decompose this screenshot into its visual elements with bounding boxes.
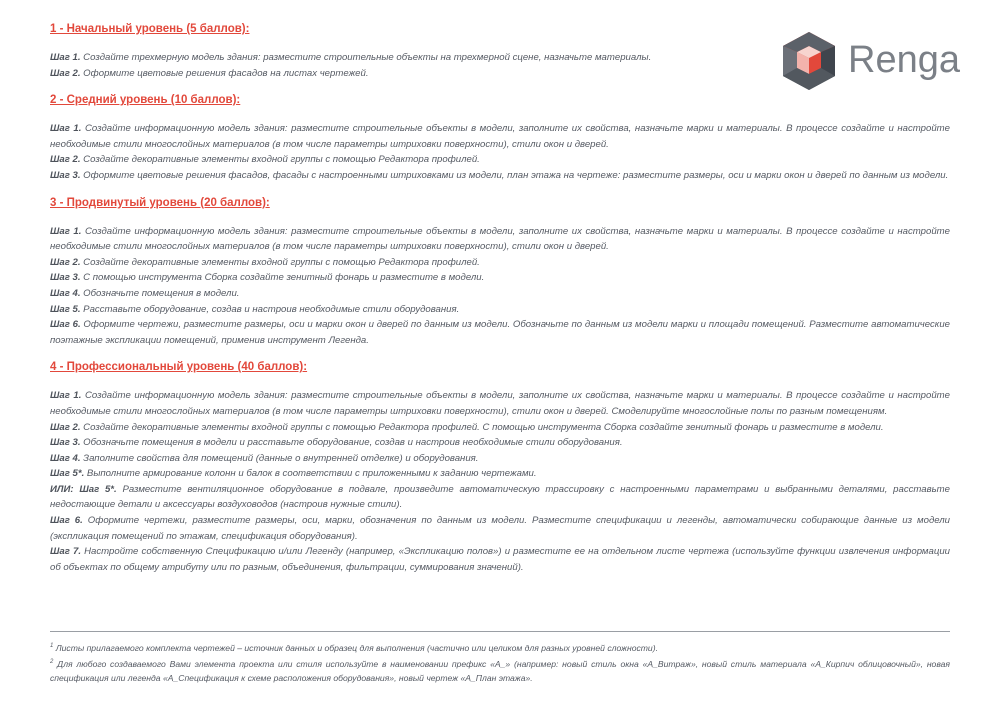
step-item: Шаг 3. Обозначьте помещения в модели и расставьте оборудование, создав и настроив необходимые стили оборудования. <box>50 437 623 449</box>
step-item: Шаг 7. Настройте собственную Спецификацию и/или Легенду (например, «Экспликацию полов») и разместите ее на отдельном листе чертежа (используйте функции извлечения информации об объектах по общему атрибуту или по разным, объединения, фильтрации, суммирования значений). <box>50 546 951 573</box>
step-item: ИЛИ: Шаг 5*. Разместите вентиляционное оборудование в подвале, произведите автоматическую трассировку с настроенными параметрами и выбранными деталями, расставьте недостающие детали и аксессуары воздуховодов (настроив нужные стили). <box>50 483 951 511</box>
footnote-divider <box>50 631 950 632</box>
step-item: Шаг 1. Создайте информационную модель здания: разместите строительные объекты в модели, заполните их свойства, назначьте марки и материалы. В процессе создайте и настройте необходимые стили многослойных материалов (в том числе параметры штриховки поверхности), стили окон и дверей. <box>50 225 950 253</box>
footnote-item: $^2$ Для любого создаваемого Вами элемента проекта или стиля используйте в наименовании префикс «А_» (например: новый стиль окна «А_Витраж», новый стиль материала «А_Кирпич облицовочный», новая спецификация или легенда «А_Спецификация к схеме расположения оборудования», новый чертеж «А_План этажа». <box>50 658 950 683</box>
step-item: Шаг 4. Обозначьте помещения в модели. <box>50 287 240 299</box>
step-item: Шаг 1. Создайте трехмерную модель здания: разместите строительные объекты на трехмерной сцене, назначьте материалы. <box>50 52 652 63</box>
step-item: Шаг 2. Создайте декоративные элементы входной группы с помощью Редактора профилей. С помощью инструмента Сборка создайте зенитный фонарь и разместите в модели. <box>50 421 884 433</box>
section-title: 1 - Начальный уровень (5 баллов): <box>50 23 250 35</box>
footnotes <box>50 639 950 685</box>
step-item: Шаг 6. Оформите чертежи, разместите размеры, оси, марки, обозначения по данным из модели. Разместите спецификации и легенды, автоматически собирающие данные из модели (экспликация помещений по этажам, спецификация оборудования). <box>50 515 951 542</box>
footnote-item: $^1$ Листы прилагаемого комплекта чертежей – источник данных и образец для выполнения (частично или целиком для разных уровней сложности). <box>50 642 658 653</box>
section-title: 2 - Средний уровень (10 баллов): <box>50 94 241 107</box>
step-item: Шаг 2. Оформите цветовые решения фасадов на листах чертежей. <box>50 67 369 79</box>
section-title: 3 - Продвинутый уровень (20 баллов): <box>50 196 270 209</box>
step-item: Шаг 6. Оформите чертежи, разместите размеры, оси и марки окон и дверей по данным из модели. Обозначьте по данным из модели марки и площади помещений. Разместите автоматические поэтажные экспликации помещений, применив инструмент Легенда. <box>50 319 950 346</box>
section-level-3 <box>50 196 950 349</box>
step-item: Шаг 5*. Выполните армирование колонн и балок в соответствии с приложенными к заданию чертежами. <box>50 468 537 480</box>
step-item: Шаг 2. Создайте декоративные элементы входной группы с помощью Редактора профилей. <box>50 256 480 268</box>
task-document <box>50 22 950 587</box>
section-level-1 <box>50 22 950 81</box>
section-title: 4 - Профессиональный уровень (40 баллов): <box>50 361 308 374</box>
step-item: Шаг 2. Создайте декоративные элементы входной группы с помощью Редактора профилей. <box>50 154 480 166</box>
renga-wordmark: Renga <box>848 39 960 81</box>
section-level-2 <box>50 93 950 183</box>
step-item: Шаг 3. С помощью инструмента Сборка создайте зенитный фонарь и разместите в модели. <box>50 272 485 284</box>
section-level-4 <box>50 360 950 575</box>
step-item: Шаг 1. Создайте информационную модель здания: разместите строительные объекты в модели, заполните их свойства, назначьте марки и материалы. В процессе создайте и настройте необходимые стили многослойных материалов (в том числе параметры штриховки поверхности), стили окон и дверей. <box>50 123 950 150</box>
step-item: Шаг 1. Создайте информационную модель здания: разместите строительные объекты в модели, заполните их свойства, назначьте марки и материалы. В процессе создайте и настройте необходимые стили многослойных материалов (в том числе параметры штриховки поверхности), стили окон и дверей. Смоделируйте многослойные полы по разным помещениям. <box>50 390 950 417</box>
step-item: Шаг 3. Оформите цветовые решения фасадов, фасады с настроенными штриховками из модели, план этажа на чертеже: разместите размеры, оси и марки окон и дверей по данным из модели. <box>50 169 949 181</box>
step-item: Шаг 4. Заполните свойства для помещений (данные о внутренней отделке) и оборудования. <box>50 452 479 464</box>
step-item: Шаг 5. Расставьте оборудование, создав и настроив необходимые стили оборудования. <box>50 303 460 315</box>
